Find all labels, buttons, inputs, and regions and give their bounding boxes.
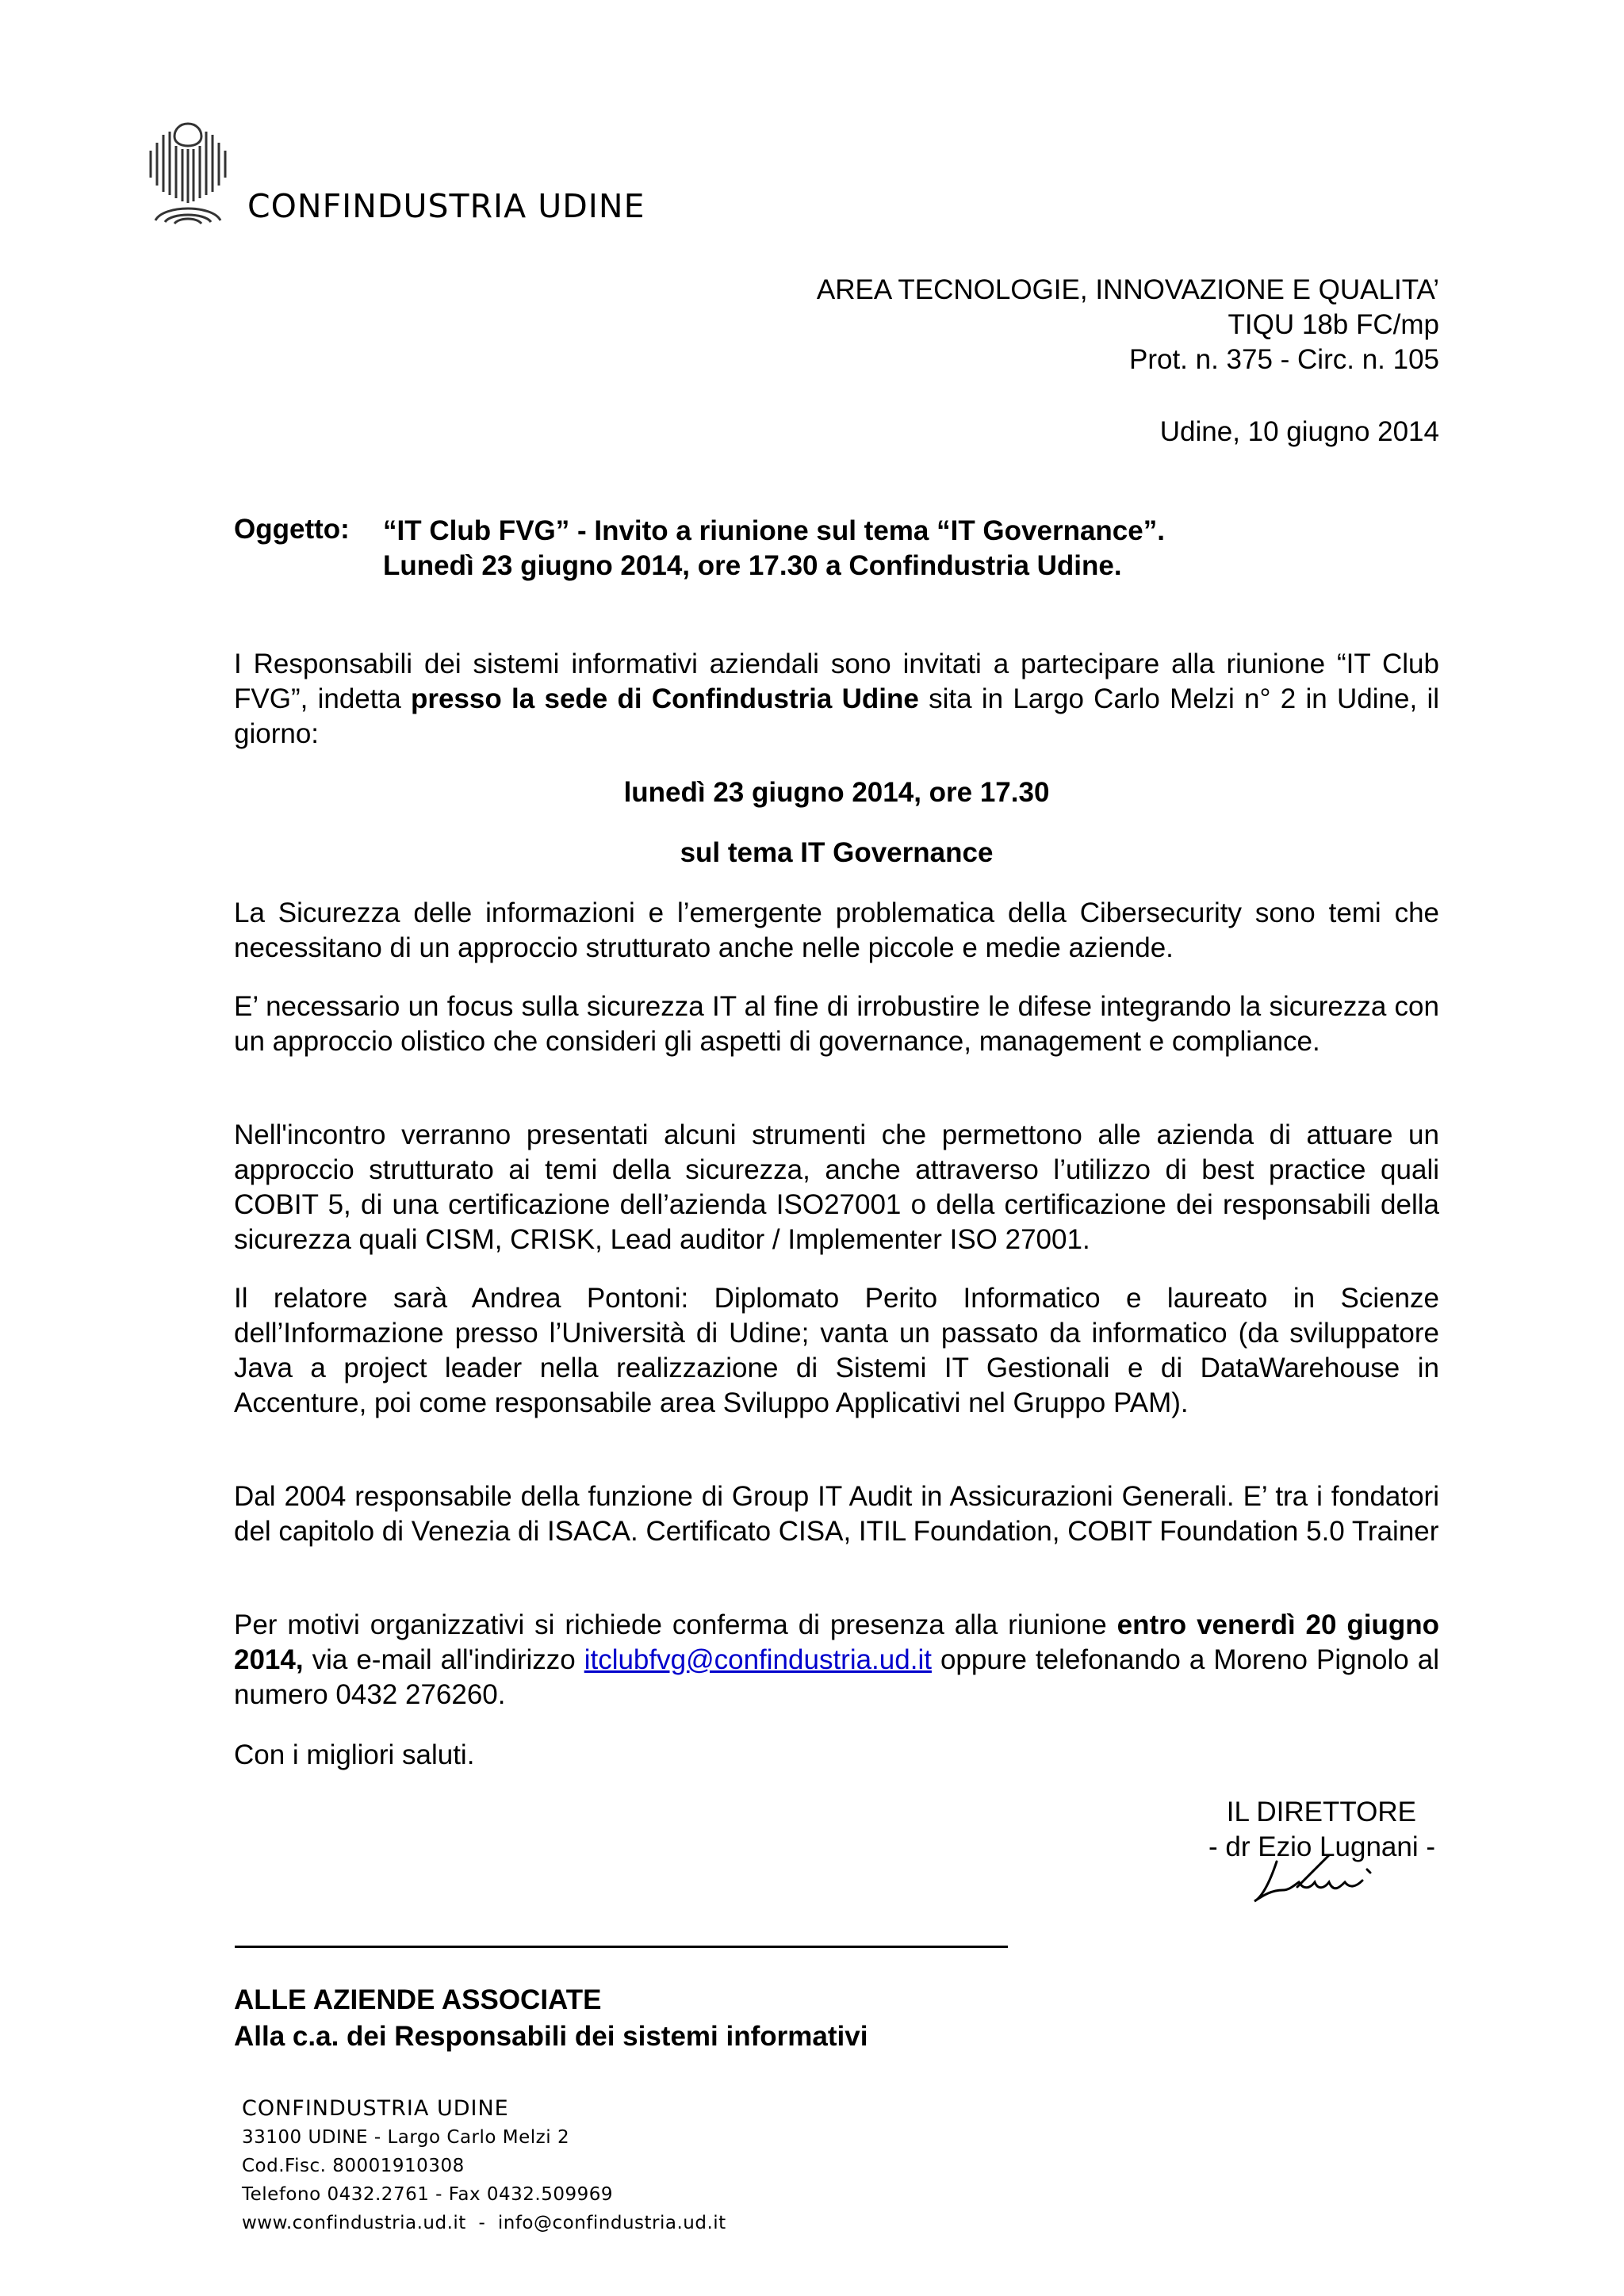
letterhead <box>135 119 645 230</box>
event-topic: sul tema IT Governance <box>680 837 994 868</box>
subject-line-2: Lunedì 23 giugno 2014, ore 17.30 a Confindustria Udine. <box>383 550 1122 581</box>
rsvp-text-3: oppure telefonando a Moreno Pignolo al numero 0432 276260. <box>234 1644 1439 1710</box>
intro-text-1: I Responsabili dei sistemi informativi aziendali sono invitati a partecipare alla riunione “IT Club FVG”, indetta <box>234 649 1439 714</box>
divider-line <box>235 1946 1008 1948</box>
paragraph-speaker: Il relatore sarà Andrea Pontoni: Diplomato Perito Informatico e laureato in Scienze dell’Informazione presso l’Università di Udine; vanta un passato da informatico (da sviluppatore Java a project leader nella realizzazione di Sistemi IT Gestionali e di DataWarehouse in Accenture, poi come responsabile area Sviluppo Applicativi nel Gruppo PAM). <box>234 1283 1439 1418</box>
subject <box>383 514 1165 584</box>
rsvp-deadline: entro venerdì 20 giugno 2014, <box>234 1609 1439 1675</box>
subject-label: Oggetto: <box>234 514 350 545</box>
event-date: lunedì 23 giugno 2014, ore 17.30 <box>623 777 1050 808</box>
paragraph-focus: E’ necessario un focus sulla sicurezza IT al fine di irrobustire le difese integrando la sicurezza con un approccio olistico che consideri gli aspetti di governance, management e compliance. <box>234 991 1439 1057</box>
paragraph-security: La Sicurezza delle informazioni e l’emergente problematica della Cibersecurity sono temi che necessitano di un approccio strutturato anche nelle piccole e medie aziende. <box>234 897 1439 963</box>
footer-org: CONFINDUSTRIA UDINE <box>242 2096 509 2121</box>
footer-address: 33100 UDINE - Largo Carlo Melzi 2 <box>242 2127 570 2148</box>
paragraph-background: Dal 2004 responsabile della funzione di Group IT Audit in Assicurazioni Generali. E’ tra i fondatori del capitolo di Venezia di ISACA. Certificato CISA, ITIL Foundation, COBIT Foundation 5.0 Trainer <box>234 1481 1439 1547</box>
rsvp-email-link[interactable]: itclubfvg@confindustria.ud.it <box>584 1644 932 1675</box>
intro-paragraph <box>234 647 1439 752</box>
rsvp-text-2: via e-mail all'indirizzo <box>303 1644 584 1675</box>
intro-text-2: sita in Largo Carlo Melzi n° 2 in Udine, il giorno: <box>234 683 1440 749</box>
footer-codfisc: Cod.Fisc. 80001910308 <box>242 2156 465 2176</box>
footer-phone: Telefono 0432.2761 - Fax 0432.509969 <box>242 2184 614 2205</box>
rsvp-text-1: Per motivi organizzativi si richiede conferma di presenza alla riunione <box>234 1609 1117 1640</box>
signature-name: - dr Ezio Lugnani - <box>1208 1831 1435 1862</box>
signature-title: IL DIRETTORE <box>1226 1797 1416 1827</box>
letterhead-org-name: CONFINDUSTRIA UDINE <box>247 187 645 225</box>
header-ref: TIQU 18b FC/mp <box>1228 309 1439 340</box>
recipients-line-2: Alla c.a. dei Responsabili dei sistemi informativi <box>234 2021 868 2052</box>
footer-web: www.confindustria.ud.it - info@confindustria.ud.it <box>242 2213 726 2233</box>
paragraph-rsvp <box>234 1608 1439 1712</box>
subject-line-1: “IT Club FVG” - Invito a riunione sul tema “IT Governance”. <box>383 515 1165 546</box>
intro-venue: presso la sede di Confindustria Udine <box>410 683 919 714</box>
header-protocol: Prot. n. 375 - Circ. n. 105 <box>1128 344 1439 375</box>
recipients-line-1: ALLE AZIENDE ASSOCIATE <box>234 1984 602 2015</box>
header-area: AREA TECNOLOGIE, INNOVAZIONE E QUALITA’ <box>816 274 1439 305</box>
letter-date: Udine, 10 giugno 2014 <box>1159 416 1439 447</box>
paragraph-tools: Nell'incontro verranno presentati alcuni strumenti che permettono alle azienda di attuare un approccio strutturato ai temi della sicurezza, anche attraverso l’utilizzo di best practice quali COBIT 5, di una certificazione dell’azienda ISO27001 o della certificazione dei responsabili della sicurezza quali CISM, CRISK, Lead auditor / Implementer ISO 27001. <box>234 1119 1439 1255</box>
closing: Con i migliori saluti. <box>234 1739 475 1770</box>
eagle-logo-icon <box>140 119 236 228</box>
footer <box>242 2095 726 2237</box>
handwritten-signature-icon <box>1237 1846 1411 1909</box>
